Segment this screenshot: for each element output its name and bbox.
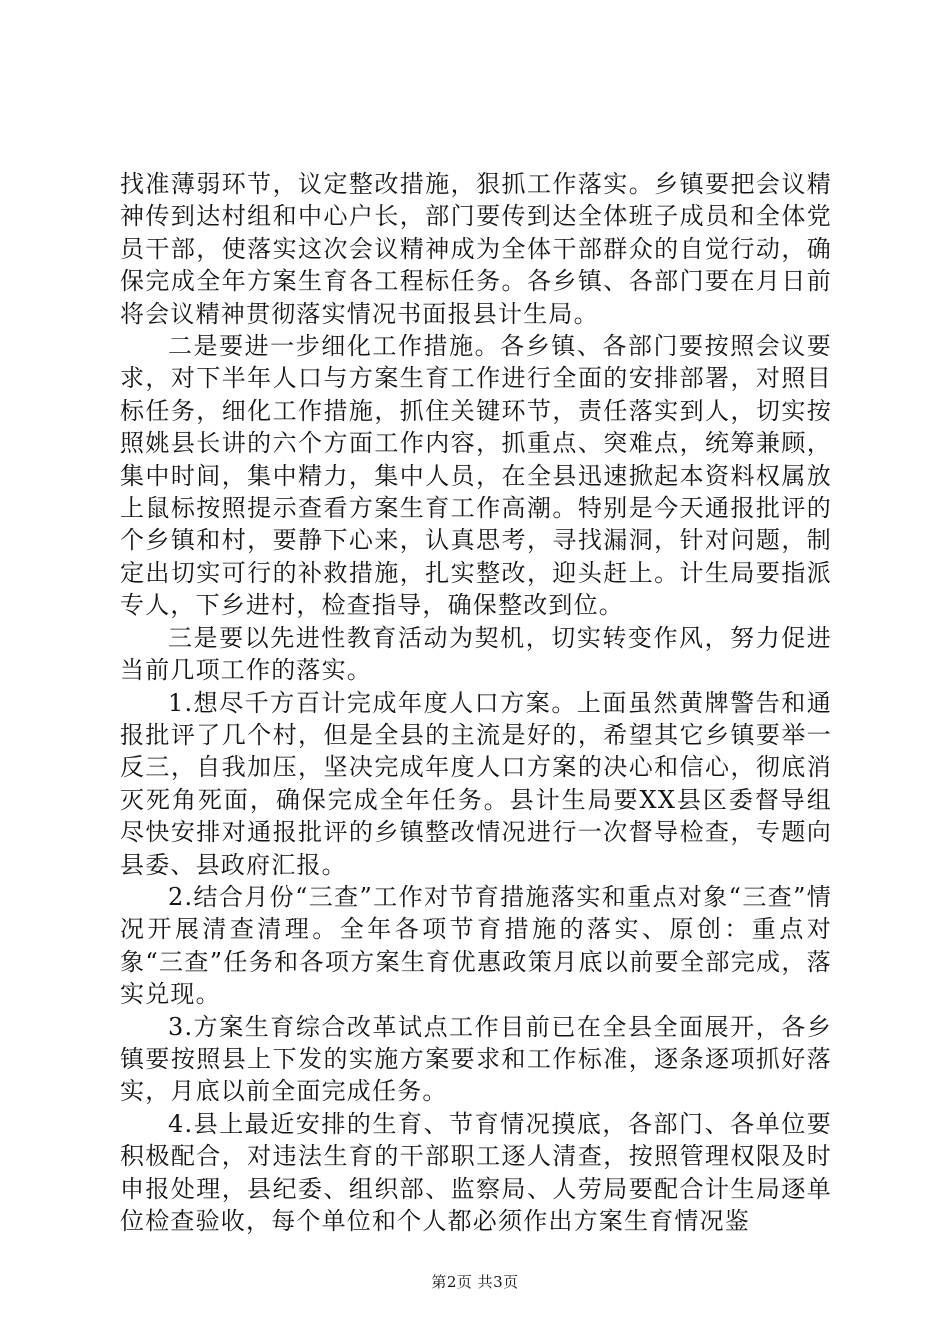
paragraph-continuation: 找准薄弱环节，议定整改措施，狠抓工作落实。乡镇要把会议精神传到达村组和中心户长，部门要传到达全体班子成员和全体党员干部，使落实这次会议精神成为全体干部群众的自觉行动，确保完成全年方案生育各工程标任务。各乡镇、各部门要在月日前将会议精神贯彻落实情况书面报县计生局。 <box>120 170 832 328</box>
document-body <box>120 168 832 1237</box>
paragraph-item-2: 2.结合月份“三查”工作对节育措施落实和重点对象“三查”情况开展清查清理。全年各项节育措施的落实、原创：重点对象“三查”任务和各项方案生育优惠政策月底以前要全部完成，落实兑现。 <box>120 882 832 1009</box>
paragraph-item-3: 3.方案生育综合改革试点工作目前已在全县全面展开，各乡镇要按照县上下发的实施方案要求和工作标准，逐条逐项抓好落实，月底以前全面完成任务。 <box>120 1012 832 1106</box>
page-number-footer: 第2页 共3页 <box>431 1273 519 1291</box>
paragraph-item-1: 1.想尽千方百计完成年度人口方案。上面虽然黄牌警告和通报批评了几个村，但是全县的主流是好的，希望其它乡镇要举一反三，自我加压，坚决完成年度人口方案的决心和信心，彻底消灭死角死面，确保完成全年任务。县计生局要XX县区委督导组尽快安排对通报批评的乡镇整改情况进行一次督导检查，专题向县委、县政府汇报。 <box>120 688 832 879</box>
paragraph-item-4: 4.县上最近安排的生育、节育情况摸底，各部门、各单位要积极配合，对违法生育的干部职工逐人清查，按照管理权限及时申报处理，县纪委、组织部、监察局、人劳局要配合计生局逐单位检查验收，每个单位和个人都必须作出方案生育情况鉴 <box>120 1109 832 1235</box>
paragraph-point-two: 二是要进一步细化工作措施。各乡镇、各部门要按照会议要求，对下半年人口与方案生育工作进行全面的安排部署，对照目标任务，细化工作措施，抓住关键环节，责任落实到人，切实按照姚县长讲的六个方面工作内容，抓重点、突难点，统筹兼顾，集中时间，集中精力，集中人员，在全县迅速掀起本资料权属放上鼠标按照提示查看方案生育工作高潮。特别是今天通报批评的个乡镇和村，要静下心来，认真思考，寻找漏洞，针对问题，制定出切实可行的补救措施，扎实整改，迎头赶上。计生局要指派专人，下乡进村，检查指导，确保整改到位。 <box>120 332 832 620</box>
paragraph-point-three: 三是要以先进性教育活动为契机，切实转变作风，努力促进当前几项工作的落实。 <box>120 623 832 685</box>
